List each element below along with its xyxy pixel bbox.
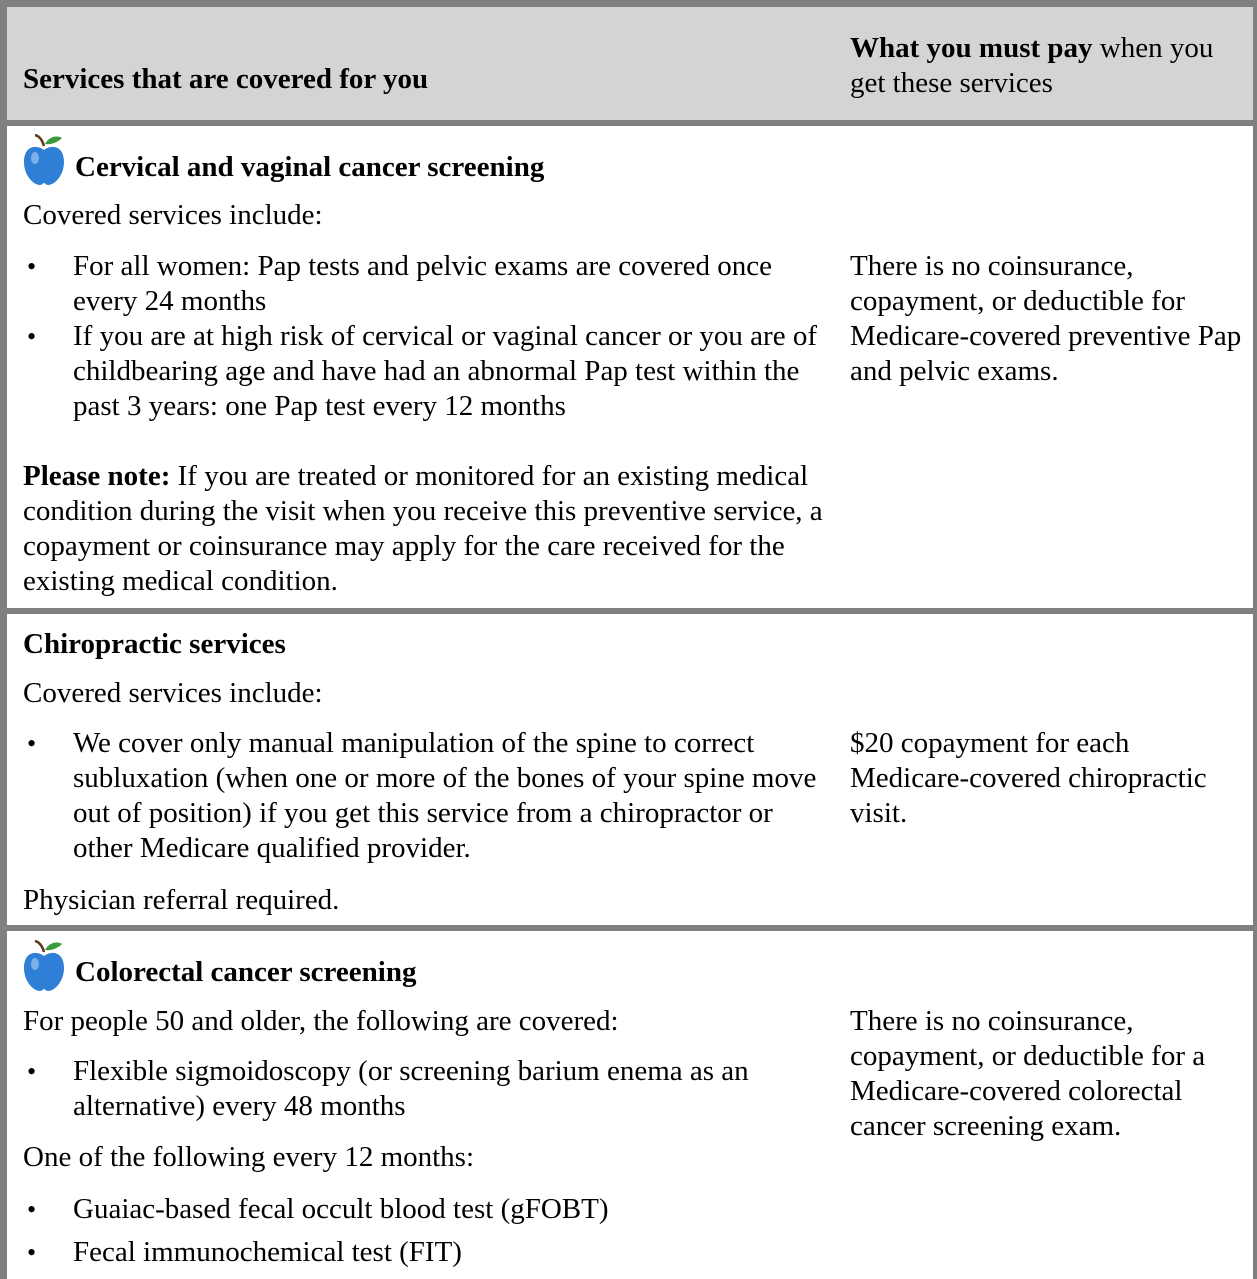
please-note xyxy=(23,459,828,599)
bullet-list xyxy=(27,249,827,424)
bullet-list xyxy=(27,1054,827,1124)
referral-note: Physician referral required. xyxy=(23,884,340,916)
list-item: • We cover only manual manipulation of the spine to correct subluxation (when one or more of the bones of your spine move out of position) if you get this service from a chiropractor or other Medicare qualified provider. xyxy=(27,727,817,864)
section-intro-2: One of the following every 12 months: xyxy=(23,1141,475,1173)
bullet-icon: • xyxy=(27,1238,37,1267)
section-title-chiropractic: Chiropractic services xyxy=(23,628,286,660)
row-divider xyxy=(0,925,1257,931)
cost-colorectal: There is no coinsurance, copayment, or deductible for a Medicare-covered colorectal cancer screening exam. xyxy=(850,1005,1206,1142)
list-item: • If you are at high risk of cervical or vaginal cancer or you are of childbearing age and have had an abnormal Pap test within the past 3 years: one Pap test every 12 months xyxy=(27,320,817,422)
list-item: • Guaiac-based fecal occult blood test (gFOBT) xyxy=(27,1193,609,1225)
note-label: Please note: xyxy=(23,460,171,492)
header-payment xyxy=(850,31,1245,101)
apple-icon xyxy=(22,940,66,992)
bullet-icon: • xyxy=(27,1057,37,1086)
header-payment-rest: when you get these services xyxy=(850,32,1214,99)
section-title-colorectal: Colorectal cancer screening xyxy=(75,956,417,988)
bullet-icon: • xyxy=(27,322,37,351)
list-item: • Flexible sigmoidoscopy (or screening barium enema as an alternative) every 48 months xyxy=(27,1055,749,1122)
note-text: If you are treated or monitored for an existing medical condition during the visit when you receive this preventive service, a copayment or coinsurance may apply for the care received for the existing medical condition. xyxy=(23,460,823,597)
section-intro: Covered services include: xyxy=(23,199,323,231)
section-intro: For people 50 and older, the following are covered: xyxy=(23,1005,619,1037)
section-intro: Covered services include: xyxy=(23,677,323,709)
bullet-list xyxy=(27,1192,827,1270)
header-divider xyxy=(0,120,1257,126)
header-payment-bold: What you must pay xyxy=(850,32,1093,64)
bullet-icon: • xyxy=(27,252,37,281)
apple-icon xyxy=(22,134,66,186)
header-services: Services that are covered for you xyxy=(23,63,429,95)
bullet-icon: • xyxy=(27,729,37,758)
cost-chiropractic: $20 copayment for each Medicare-covered chiropractic visit. xyxy=(850,727,1207,829)
row-divider xyxy=(0,608,1257,614)
bullet-list xyxy=(27,726,817,866)
list-item: • For all women: Pap tests and pelvic exams are covered once every 24 months xyxy=(27,250,772,317)
section-title-cervical: Cervical and vaginal cancer screening xyxy=(75,151,545,183)
list-item: • Fecal immunochemical test (FIT) xyxy=(27,1236,462,1268)
bullet-icon: • xyxy=(27,1195,37,1224)
cost-cervical: There is no coinsurance, copayment, or deductible for Medicare-covered preventive Pap and pelvic exams. xyxy=(850,250,1242,387)
